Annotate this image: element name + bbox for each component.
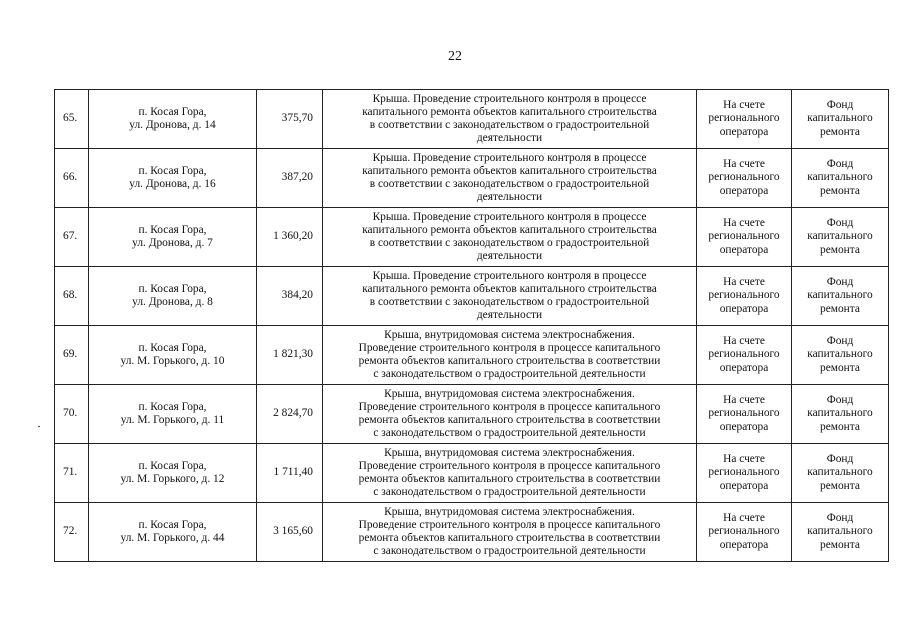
account-cell <box>697 385 792 444</box>
work-line: ремонта объектов капитального строительства в соответствии <box>358 473 661 485</box>
row-number-cell: 66. <box>55 149 89 208</box>
address-line: ул. М. Горького, д. 11 <box>120 414 225 426</box>
work-line: в соответствии с законодательством о градостроительной <box>369 119 650 131</box>
cost-cell: 375,70 <box>257 90 323 149</box>
work-line: с законодательством о градостроительной деятельности <box>373 545 646 558</box>
account-cell <box>697 444 792 503</box>
source-line: капитального <box>807 466 873 479</box>
cost-cell: 387,20 <box>257 149 323 208</box>
account-cell <box>697 326 792 385</box>
cost-cell: 384,20 <box>257 267 323 326</box>
account-line: оператора <box>719 184 769 197</box>
address-line: п. Косая Гора, <box>138 105 207 118</box>
funding-source-cell <box>792 385 889 444</box>
source-line: Фонд <box>826 394 854 407</box>
source-line: ремонта <box>820 538 860 551</box>
row-number-cell: 65. <box>55 90 89 149</box>
address-line: п. Косая Гора, <box>138 223 207 236</box>
funding-source-cell <box>792 90 889 149</box>
works-table <box>54 89 889 562</box>
work-description-cell <box>323 326 697 385</box>
source-line: ремонта <box>820 125 860 138</box>
source-line: капитального <box>807 407 873 420</box>
work-line: Крыша, внутридомовая система электроснабжения. <box>384 446 635 459</box>
address-line: п. Косая Гора, <box>138 518 207 531</box>
address-cell <box>89 149 257 208</box>
work-line: в соответствии с законодательством о градостроительной <box>369 296 650 308</box>
cost-cell: 2 824,70 <box>257 385 323 444</box>
account-line: оператора <box>719 420 769 433</box>
source-line: ремонта <box>820 243 860 256</box>
row-number-cell: 67. <box>55 208 89 267</box>
source-line: ремонта <box>820 302 860 315</box>
account-line: На счете <box>723 217 765 230</box>
work-line: Крыша. Проведение строительного контроля в процессе <box>372 151 647 164</box>
source-line: капитального <box>807 289 873 302</box>
source-line: Фонд <box>826 276 854 289</box>
cost-cell: 1 821,30 <box>257 326 323 385</box>
work-line: Проведение строительного контроля в процессе капитального <box>358 341 661 354</box>
account-line: регионального <box>708 171 780 184</box>
address-line: ул. М. Горького, д. 12 <box>120 473 225 485</box>
funding-source-cell <box>792 149 889 208</box>
account-line: оператора <box>719 243 769 256</box>
work-line: деятельности <box>476 309 543 322</box>
row-number-cell: 72. <box>55 503 89 562</box>
address-line: ул. Дронова, д. 8 <box>132 296 213 308</box>
table-row <box>55 503 889 562</box>
work-description-cell <box>323 385 697 444</box>
work-line: Проведение строительного контроля в процессе капитального <box>358 400 661 413</box>
address-line: ул. Дронова, д. 16 <box>129 178 216 190</box>
address-cell <box>89 267 257 326</box>
work-line: Крыша, внутридомовая система электроснабжения. <box>384 505 635 518</box>
work-line: с законодательством о градостроительной деятельности <box>373 427 646 440</box>
work-description-cell <box>323 503 697 562</box>
source-line: ремонта <box>820 361 860 374</box>
source-line: ремонта <box>820 184 860 197</box>
address-line: п. Косая Гора, <box>138 282 207 295</box>
cost-cell: 3 165,60 <box>257 503 323 562</box>
row-number-cell: 71. <box>55 444 89 503</box>
source-line: Фонд <box>826 99 854 112</box>
work-line: с законодательством о градостроительной деятельности <box>373 368 646 381</box>
address-cell <box>89 503 257 562</box>
source-line: капитального <box>807 112 873 125</box>
source-line: Фонд <box>826 512 854 525</box>
account-cell <box>697 90 792 149</box>
address-cell <box>89 208 257 267</box>
address-cell <box>89 326 257 385</box>
work-line: в соответствии с законодательством о градостроительной <box>369 178 650 190</box>
account-cell <box>697 267 792 326</box>
source-line: Фонд <box>826 217 854 230</box>
work-line: ремонта объектов капитального строительства в соответствии <box>358 355 661 367</box>
account-line: На счете <box>723 158 765 171</box>
work-line: Проведение строительного контроля в процессе капитального <box>358 518 661 531</box>
row-number-cell: 68. <box>55 267 89 326</box>
account-line: На счете <box>723 394 765 407</box>
source-line: ремонта <box>820 420 860 433</box>
funding-source-cell <box>792 208 889 267</box>
address-line: п. Косая Гора, <box>138 164 207 177</box>
work-description-cell <box>323 208 697 267</box>
table-row <box>55 208 889 267</box>
funding-source-cell <box>792 444 889 503</box>
account-line: оператора <box>719 479 769 492</box>
account-line: оператора <box>719 302 769 315</box>
account-line: регионального <box>708 407 780 420</box>
address-line: п. Косая Гора, <box>138 341 207 354</box>
address-cell <box>89 90 257 149</box>
account-line: регионального <box>708 525 780 538</box>
account-line: На счете <box>723 512 765 525</box>
source-line: Фонд <box>826 335 854 348</box>
work-line: ремонта объектов капитального строительства в соответствии <box>358 532 661 544</box>
address-line: п. Косая Гора, <box>138 400 207 413</box>
work-line: Проведение строительного контроля в процессе капитального <box>358 459 661 472</box>
work-line: деятельности <box>476 191 543 204</box>
account-line: регионального <box>708 289 780 302</box>
row-number-cell: 69. <box>55 326 89 385</box>
address-line: ул. Дронова, д. 14 <box>129 119 216 131</box>
source-line: Фонд <box>826 158 854 171</box>
account-cell <box>697 208 792 267</box>
source-line: ремонта <box>820 479 860 492</box>
row-number-cell: 70. <box>55 385 89 444</box>
account-line: оператора <box>719 361 769 374</box>
table-row <box>55 149 889 208</box>
table-row <box>55 267 889 326</box>
work-line: Крыша, внутридомовая система электроснабжения. <box>384 328 635 341</box>
cost-cell: 1 711,40 <box>257 444 323 503</box>
account-line: На счете <box>723 453 765 466</box>
source-line: капитального <box>807 171 873 184</box>
table-row <box>55 326 889 385</box>
account-line: оператора <box>719 125 769 138</box>
source-line: капитального <box>807 525 873 538</box>
address-line: п. Косая Гора, <box>138 459 207 472</box>
work-line: Крыша. Проведение строительного контроля в процессе <box>372 269 647 282</box>
work-line: ремонта объектов капитального строительства в соответствии <box>358 414 661 426</box>
source-line: капитального <box>807 348 873 361</box>
funding-source-cell <box>792 326 889 385</box>
work-description-cell <box>323 444 697 503</box>
funding-source-cell <box>792 503 889 562</box>
account-line: На счете <box>723 276 765 289</box>
account-cell <box>697 149 792 208</box>
work-line: Крыша, внутридомовая система электроснабжения. <box>384 387 635 400</box>
source-line: Фонд <box>826 453 854 466</box>
account-cell <box>697 503 792 562</box>
work-line: в соответствии с законодательством о градостроительной <box>369 237 650 249</box>
margin-mark <box>38 426 40 427</box>
account-line: На счете <box>723 99 765 112</box>
account-line: регионального <box>708 466 780 479</box>
table-body <box>55 90 889 562</box>
work-description-cell <box>323 90 697 149</box>
address-cell <box>89 444 257 503</box>
table-row <box>55 90 889 149</box>
address-cell <box>89 385 257 444</box>
address-line: ул. М. Горького, д. 44 <box>120 532 225 544</box>
work-line: капитального ремонта объектов капитального строительства <box>362 223 657 236</box>
work-line: капитального ремонта объектов капитального строительства <box>362 164 657 177</box>
work-description-cell <box>323 149 697 208</box>
address-line: ул. М. Горького, д. 10 <box>120 355 225 367</box>
funding-source-cell <box>792 267 889 326</box>
work-line: Крыша. Проведение строительного контроля в процессе <box>372 92 647 105</box>
work-line: деятельности <box>476 250 543 263</box>
address-line: ул. Дронова, д. 7 <box>132 237 213 249</box>
account-line: оператора <box>719 538 769 551</box>
account-line: регионального <box>708 112 780 125</box>
page-number: 22 <box>448 49 462 64</box>
account-line: На счете <box>723 335 765 348</box>
account-line: регионального <box>708 348 780 361</box>
work-line: деятельности <box>476 132 543 145</box>
cost-cell: 1 360,20 <box>257 208 323 267</box>
work-line: капитального ремонта объектов капитального строительства <box>362 105 657 118</box>
table-row <box>55 385 889 444</box>
work-line: Крыша. Проведение строительного контроля в процессе <box>372 210 647 223</box>
work-description-cell <box>323 267 697 326</box>
table-row <box>55 444 889 503</box>
source-line: капитального <box>807 230 873 243</box>
work-line: капитального ремонта объектов капитального строительства <box>362 282 657 295</box>
account-line: регионального <box>708 230 780 243</box>
work-line: с законодательством о градостроительной деятельности <box>373 486 646 499</box>
